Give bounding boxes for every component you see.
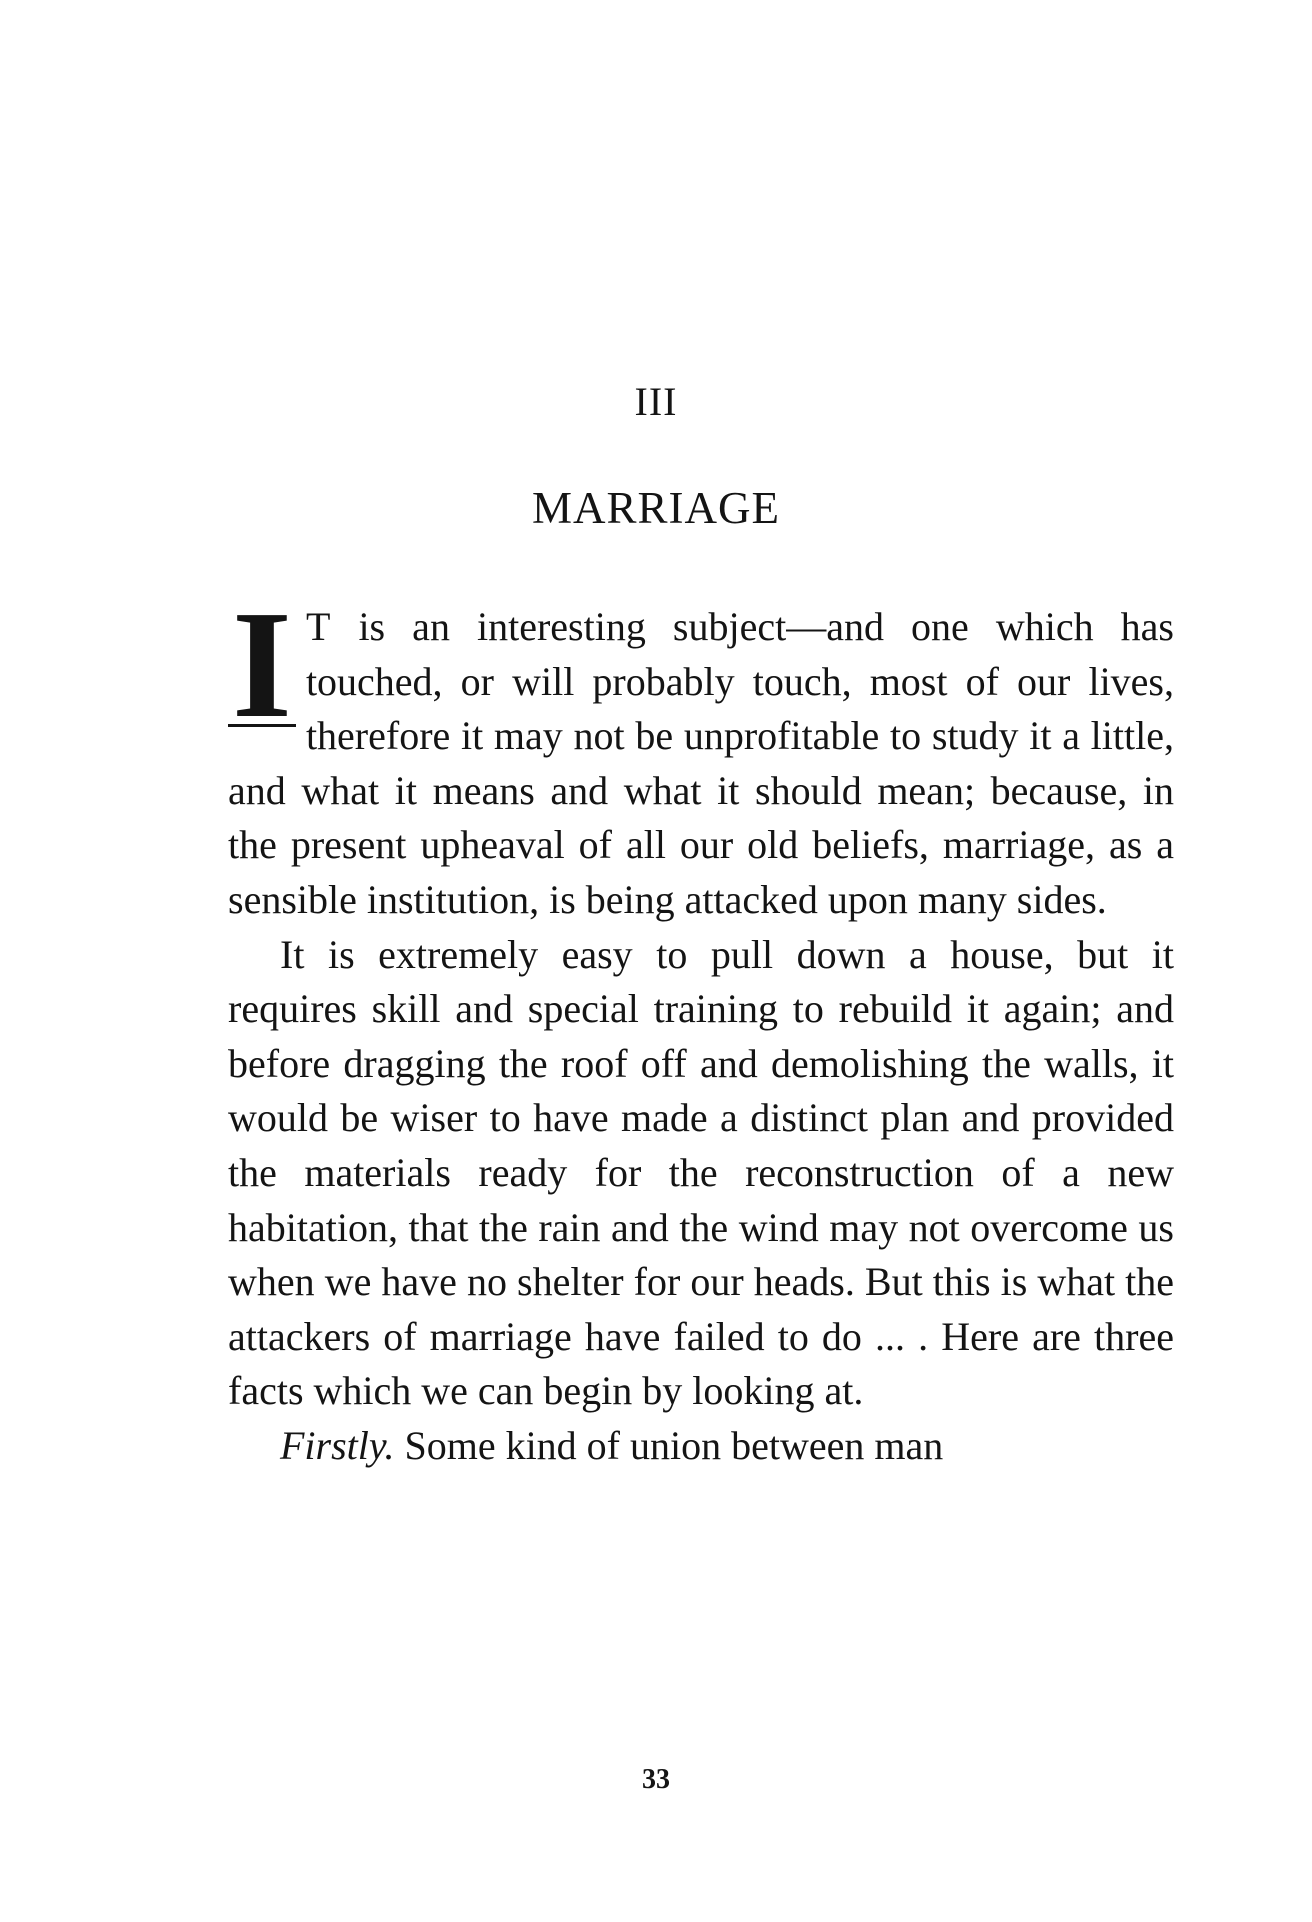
paragraph-1-text: is an interesting subject—and one which has touched, or will probably touch, most of our lives, therefore it may not be unprofitable to study it a little, and what it means and what it should mean; because, in the present upheaval of all our old beliefs, marriage, as a sensible institution, is being attacked upon many sides.: [228, 604, 1174, 922]
paragraph-3: [228, 1419, 1174, 1474]
paragraph-3-lead: Firstly.: [280, 1422, 395, 1468]
chapter-number: III: [634, 379, 678, 424]
page-number: 33: [642, 1764, 670, 1795]
paragraph-2-text: It is extremely easy to pull down a house, but it requires skill and special training to rebuild it again; and before dragging the roof off and demolishing the walls, it would be wiser to have made a distinct plan and provided the materials ready for the reconstruction of a new habitation, that the rain and the wind may not overcome us when we have no shelter for our heads. But this is what the attackers of marriage have failed to do ... . Here are three facts which we can begin by looking at.: [228, 931, 1174, 1414]
paragraph-3-text: Some kind of union between man: [394, 1422, 944, 1468]
chapter-title: MARRIAGE: [531, 483, 780, 533]
paragraph-1-lead: T: [305, 604, 332, 649]
drop-cap: I: [228, 606, 296, 727]
body-text: [228, 580, 1174, 1474]
paragraph-1: [228, 580, 1174, 928]
paragraph-2: [228, 928, 1174, 1419]
